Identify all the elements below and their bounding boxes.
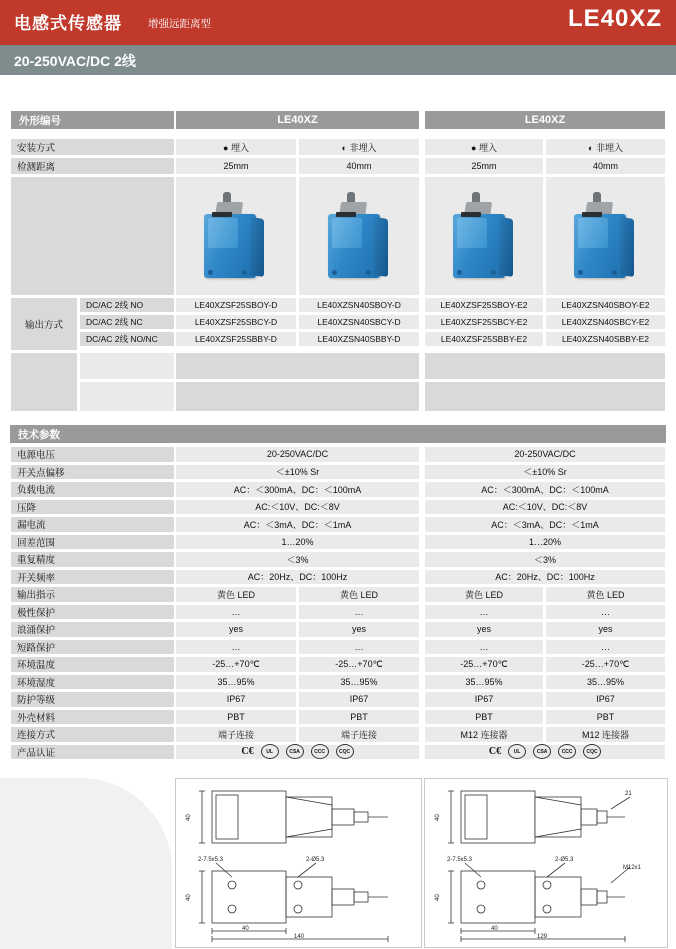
spec-row-label-15: 外壳材料 (10, 709, 175, 726)
output-row-3-col-2: LE40XZSN40SBBY-D (298, 331, 420, 347)
dim-right-conn: M12x1 (623, 865, 642, 871)
spec-row-10-col-1: yes (175, 621, 297, 638)
dim-right-height: 40 (435, 814, 441, 821)
spec-row-label-16: 连接方式 (10, 726, 175, 743)
sensor-face-4 (578, 218, 608, 248)
spec-row-9-col-2: … (298, 604, 420, 621)
dim-left-len-total: 140 (294, 934, 305, 940)
spec-band-label: 20-250VAC/DC 2线 (14, 53, 136, 69)
output-row-3-col-4: LE40XZSN40SBBY-E2 (545, 331, 666, 347)
spec-row-9-col-3: … (424, 604, 544, 621)
spec-row-14-col-3: IP67 (424, 691, 544, 708)
mount-type-col-2: ◐ 非埋入 (298, 138, 420, 156)
spec-row-label-6: 重复精度 (10, 551, 175, 568)
filler-row-1-right (424, 352, 666, 380)
cert-ul: UL (508, 744, 526, 759)
dim-left-height: 40 (186, 814, 192, 821)
spec-row-7-value-right: AC：20Hz、DC：100Hz (424, 569, 666, 586)
spec-row-label-12: 环境温度 (10, 656, 175, 673)
spec-row-8-col-1: 黄色 LED (175, 586, 297, 603)
dim-right-len-small: 40 (491, 926, 498, 932)
header-model: LE40XZ (567, 5, 662, 32)
model-group-1-header: LE40XZ (175, 110, 420, 130)
sensor-screw-3b (491, 270, 496, 275)
sensor-screw-4a (578, 270, 583, 275)
spec-row-16-col-3: M12 连接器 (424, 726, 544, 743)
spec-row-label-3: 压降 (10, 499, 175, 516)
filler-row-1-left (175, 352, 420, 380)
sensor-screw-2b (366, 270, 371, 275)
photo-row-label-spacer (10, 176, 175, 296)
sensor-screw-1a (208, 270, 213, 275)
dim-right-height2: 40 (435, 894, 441, 901)
spec-row-label-7: 开关频率 (10, 569, 175, 586)
output-row-label-2: DC/AC 2线 NC (79, 314, 175, 330)
sense-distance-col-2: 40mm (298, 157, 420, 175)
sensor-screw-3a (457, 270, 462, 275)
spec-band (0, 45, 676, 75)
sensor-face-1 (208, 218, 238, 248)
sense-distance-col-4: 40mm (545, 157, 666, 175)
output-row-2-col-4: LE40XZSN40SBCY-E2 (545, 314, 666, 330)
dim-left-len-small: 40 (242, 926, 249, 932)
sense-distance-col-1: 25mm (175, 157, 297, 175)
sensor-face-2 (332, 218, 362, 248)
filler-row-2-right (424, 381, 666, 412)
spec-row-16-col-2: 端子连接 (298, 726, 420, 743)
filler-row-2-left (175, 381, 420, 412)
sensor-screw-1b (242, 270, 247, 275)
sensor-led-1 (212, 212, 232, 217)
filler-row-1-label (79, 352, 175, 380)
spec-row-label-17: 产品认证 (10, 744, 175, 761)
spec-row-label-10: 浪涌保护 (10, 621, 175, 638)
spec-row-1-value-left: ＜±10% Sr (175, 464, 420, 481)
cert-ccc: CCC (558, 744, 576, 759)
sense-distance-col-3: 25mm (424, 157, 544, 175)
dim-left-height2: 40 (186, 894, 192, 901)
dimension-drawing-left (175, 778, 422, 948)
cert-cqc: CQC (583, 744, 601, 759)
spec-row-0-value-left: 20-250VAC/DC (175, 446, 420, 463)
sensor-led-3 (461, 212, 481, 217)
spec-row-label-4: 漏电流 (10, 516, 175, 533)
sensor-side-4 (620, 217, 634, 277)
sensor-led-4 (582, 212, 602, 217)
dimension-drawing-right (424, 778, 668, 948)
spec-row-11-col-1: … (175, 639, 297, 656)
dim-right-hole: 2-Ø5.3 (555, 857, 574, 863)
row-label-mount-type: 安装方式 (10, 138, 175, 156)
spec-row-15-col-3: PBT (424, 709, 544, 726)
cert-cqc: CQC (336, 744, 354, 759)
sensor-side-3 (499, 217, 513, 277)
spec-row-3-value-left: AC:＜10V、DC:＜8V (175, 499, 420, 516)
spec-row-14-col-2: IP67 (298, 691, 420, 708)
dim-right-len-total: 129 (537, 934, 548, 940)
cert-csa: CSA (286, 744, 304, 759)
spec-row-8-col-3: 黄色 LED (424, 586, 544, 603)
mount-type-col-1: ● 埋入 (175, 138, 297, 156)
sensor-face-3 (457, 218, 487, 248)
spec-row-5-value-right: 1…20% (424, 534, 666, 551)
spec-row-label-0: 电源电压 (10, 446, 175, 463)
spec-row-11-col-3: … (424, 639, 544, 656)
output-row-3-col-3: LE40XZSF25SBBY-E2 (424, 331, 544, 347)
spec-row-label-14: 防护等级 (10, 691, 175, 708)
cert-ul: UL (261, 744, 279, 759)
spec-row-0-value-right: 20-250VAC/DC (424, 446, 666, 463)
output-row-1-col-4: LE40XZSN40SBOY-E2 (545, 297, 666, 313)
spec-row-13-col-4: 35…95% (545, 674, 666, 691)
spec-row-10-col-2: yes (298, 621, 420, 638)
spec-row-16-col-1: 端子连接 (175, 726, 297, 743)
output-row-1-col-1: LE40XZSF25SBOY-D (175, 297, 297, 313)
spec-row-label-9: 极性保护 (10, 604, 175, 621)
sensor-side-2 (374, 217, 388, 277)
spec-row-2-value-right: AC：＜300mA、DC：＜100mA (424, 481, 666, 498)
spec-row-11-col-2: … (298, 639, 420, 656)
mount-type-col-3: ● 埋入 (424, 138, 544, 156)
dim-left-hole: 2-Ø5.3 (306, 857, 325, 863)
spec-row-15-col-4: PBT (545, 709, 666, 726)
output-row-label-1: DC/AC 2线 NO (79, 297, 175, 313)
spec-row-9-col-4: … (545, 604, 666, 621)
spec-row-3-value-right: AC:＜10V、DC:＜8V (424, 499, 666, 516)
spec-row-label-5: 回差范围 (10, 534, 175, 551)
spec-row-12-col-1: -25…+70℃ (175, 656, 297, 673)
sensor-image-3 (447, 192, 521, 284)
spec-row-9-col-1: … (175, 604, 297, 621)
spec-row-16-col-4: M12 连接器 (545, 726, 666, 743)
page-subtitle: 增强远距离型 (148, 18, 211, 30)
sensor-image-4 (568, 192, 642, 284)
spec-row-13-col-1: 35…95% (175, 674, 297, 691)
output-row-2-col-2: LE40XZSN40SBCY-D (298, 314, 420, 330)
spec-row-5-value-left: 1…20% (175, 534, 420, 551)
spec-row-8-col-2: 黄色 LED (298, 586, 420, 603)
spec-row-17-certs-left (175, 744, 420, 761)
spec-row-14-col-1: IP67 (175, 691, 297, 708)
spec-row-label-8: 输出指示 (10, 586, 175, 603)
output-row-1-col-2: LE40XZSN40SBOY-D (298, 297, 420, 313)
row-label-shape-no: 外形编号 (10, 110, 175, 130)
spec-row-4-value-right: AC：＜3mA、DC：＜1mA (424, 516, 666, 533)
spec-row-15-col-2: PBT (298, 709, 420, 726)
output-row-2-col-3: LE40XZSF25SBCY-E2 (424, 314, 544, 330)
spec-row-1-value-right: ＜±10% Sr (424, 464, 666, 481)
page-header (0, 0, 676, 45)
sensor-image-2 (322, 192, 396, 284)
spec-row-4-value-left: AC：＜3mA、DC：＜1mA (175, 516, 420, 533)
sensor-side-1 (250, 217, 264, 277)
sensor-screw-2a (332, 270, 337, 275)
spec-row-12-col-3: -25…+70℃ (424, 656, 544, 673)
output-row-1-col-3: LE40XZSF25SBOY-E2 (424, 297, 544, 313)
sensor-screw-4b (612, 270, 617, 275)
spec-row-label-1: 开关点偏移 (10, 464, 175, 481)
output-row-2-col-1: LE40XZSF25SBCY-D (175, 314, 297, 330)
spec-row-17-certs-right (424, 744, 666, 761)
row-label-output-type: 输出方式 (10, 297, 78, 351)
filler-row-2-label (79, 381, 175, 412)
mount-type-col-4: ◐ 非埋入 (545, 138, 666, 156)
spec-row-2-value-left: AC：＜300mA、DC：＜100mA (175, 481, 420, 498)
output-row-label-3: DC/AC 2线 NO/NC (79, 331, 175, 347)
spec-row-10-col-3: yes (424, 621, 544, 638)
cert-csa: CSA (533, 744, 551, 759)
spec-row-11-col-4: … (545, 639, 666, 656)
row-label-sense-distance: 检测距离 (10, 157, 175, 175)
spec-row-7-value-left: AC：20Hz、DC：100Hz (175, 569, 420, 586)
spec-row-12-col-4: -25…+70℃ (545, 656, 666, 673)
spec-row-14-col-4: IP67 (545, 691, 666, 708)
page-title: 电感式传感器 (14, 14, 122, 33)
model-group-2-header: LE40XZ (424, 110, 666, 130)
dim-right-conn-len: 21 (625, 791, 632, 797)
sensor-led-2 (336, 212, 356, 217)
spec-row-6-value-left: ＜3% (175, 551, 420, 568)
output-row-3-col-1: LE40XZSF25SBBY-D (175, 331, 297, 347)
cert-ce: C€ (488, 746, 502, 758)
spec-row-13-col-2: 35…95% (298, 674, 420, 691)
sensor-image-1 (198, 192, 272, 284)
spec-row-label-11: 短路保护 (10, 639, 175, 656)
spec-row-6-value-right: ＜3% (424, 551, 666, 568)
spec-row-label-13: 环境湿度 (10, 674, 175, 691)
dim-left-slot: 2-7.5x5.3 (198, 857, 224, 863)
cert-ce: C€ (241, 746, 254, 758)
spec-row-13-col-3: 35…95% (424, 674, 544, 691)
dim-right-slot: 2-7.5x5.3 (447, 857, 473, 863)
tech-params-band: 技术参数 (10, 425, 666, 443)
spec-row-8-col-4: 黄色 LED (545, 586, 666, 603)
decorative-corner (0, 778, 172, 949)
spec-row-10-col-4: yes (545, 621, 666, 638)
filler-label-block (10, 352, 78, 412)
spec-row-15-col-1: PBT (175, 709, 297, 726)
spec-row-12-col-2: -25…+70℃ (298, 656, 420, 673)
cert-ccc: CCC (311, 744, 329, 759)
spec-row-label-2: 负载电流 (10, 481, 175, 498)
